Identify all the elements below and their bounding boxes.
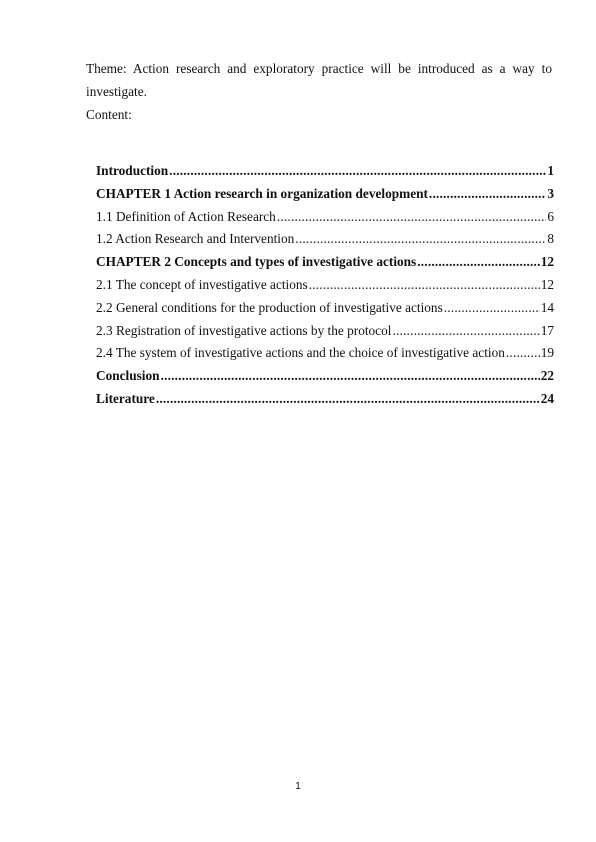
toc-entry-title: 1.2 Action Research and Intervention xyxy=(96,231,295,247)
toc-entry-title: 2.2 General conditions for the production of investigative actions xyxy=(96,299,443,315)
toc-entry-page: 19 xyxy=(540,345,554,361)
toc-entry-2-1[interactable] xyxy=(96,277,554,300)
toc-entry-page: 12 xyxy=(540,276,554,292)
toc-entry-page: 1 xyxy=(547,163,554,178)
toc-entry-title: CHAPTER 1 Action research in organization development xyxy=(96,185,428,201)
toc-entry-title: 2.3 Registration of investigative actions by the protocol xyxy=(96,322,392,338)
toc-dot-leader xyxy=(169,163,546,179)
toc-entry-page: 24 xyxy=(540,390,554,406)
toc-dot-leader xyxy=(156,391,540,407)
toc-entry-title: Introduction xyxy=(96,163,169,178)
toc-entry-conclusion[interactable] xyxy=(96,368,554,391)
toc-dot-leader xyxy=(161,368,540,384)
toc-dot-leader xyxy=(417,254,539,270)
toc-entry-literature[interactable] xyxy=(96,391,554,414)
table-of-contents xyxy=(96,163,554,414)
toc-entry-page: 8 xyxy=(547,231,554,247)
toc-dot-leader xyxy=(295,231,546,247)
toc-dot-leader xyxy=(277,209,547,225)
content-label: Content: xyxy=(86,107,132,122)
toc-entry-page: 3 xyxy=(547,185,554,201)
toc-entry-1-2[interactable] xyxy=(96,231,554,254)
toc-entry-title: 2.1 The concept of investigative actions xyxy=(96,276,308,292)
toc-entry-page: 12 xyxy=(540,254,554,270)
toc-entry-2-2[interactable] xyxy=(96,300,554,323)
toc-entry-chapter-1[interactable] xyxy=(96,186,554,209)
toc-entry-1-1[interactable] xyxy=(96,209,554,232)
toc-entry-title: 1.1 Definition of Action Research xyxy=(96,208,276,224)
toc-dot-leader xyxy=(309,277,540,293)
theme-paragraph: Theme: Action research and exploratory practice will be introduced as a way to investigate. xyxy=(86,61,552,99)
toc-entry-page: 14 xyxy=(540,299,554,315)
toc-entry-2-4[interactable] xyxy=(96,345,554,368)
toc-dot-leader xyxy=(444,300,540,316)
toc-dot-leader xyxy=(392,323,539,339)
toc-dot-leader xyxy=(506,345,540,361)
page-number: 1 xyxy=(295,781,301,792)
toc-entry-title: Literature xyxy=(96,390,155,406)
toc-entry-page: 6 xyxy=(547,208,554,224)
toc-entry-introduction[interactable] xyxy=(96,163,554,186)
toc-entry-2-3[interactable] xyxy=(96,323,554,346)
toc-entry-title: 2.4 The system of investigative actions and the choice of investigative action xyxy=(96,345,505,361)
toc-entry-title: Conclusion xyxy=(96,368,160,384)
toc-entry-page: 17 xyxy=(540,322,554,338)
toc-dot-leader xyxy=(429,186,546,202)
toc-entry-chapter-2[interactable] xyxy=(96,254,554,277)
toc-entry-page: 22 xyxy=(540,368,554,384)
toc-entry-title: CHAPTER 2 Concepts and types of investigative actions xyxy=(96,254,417,270)
